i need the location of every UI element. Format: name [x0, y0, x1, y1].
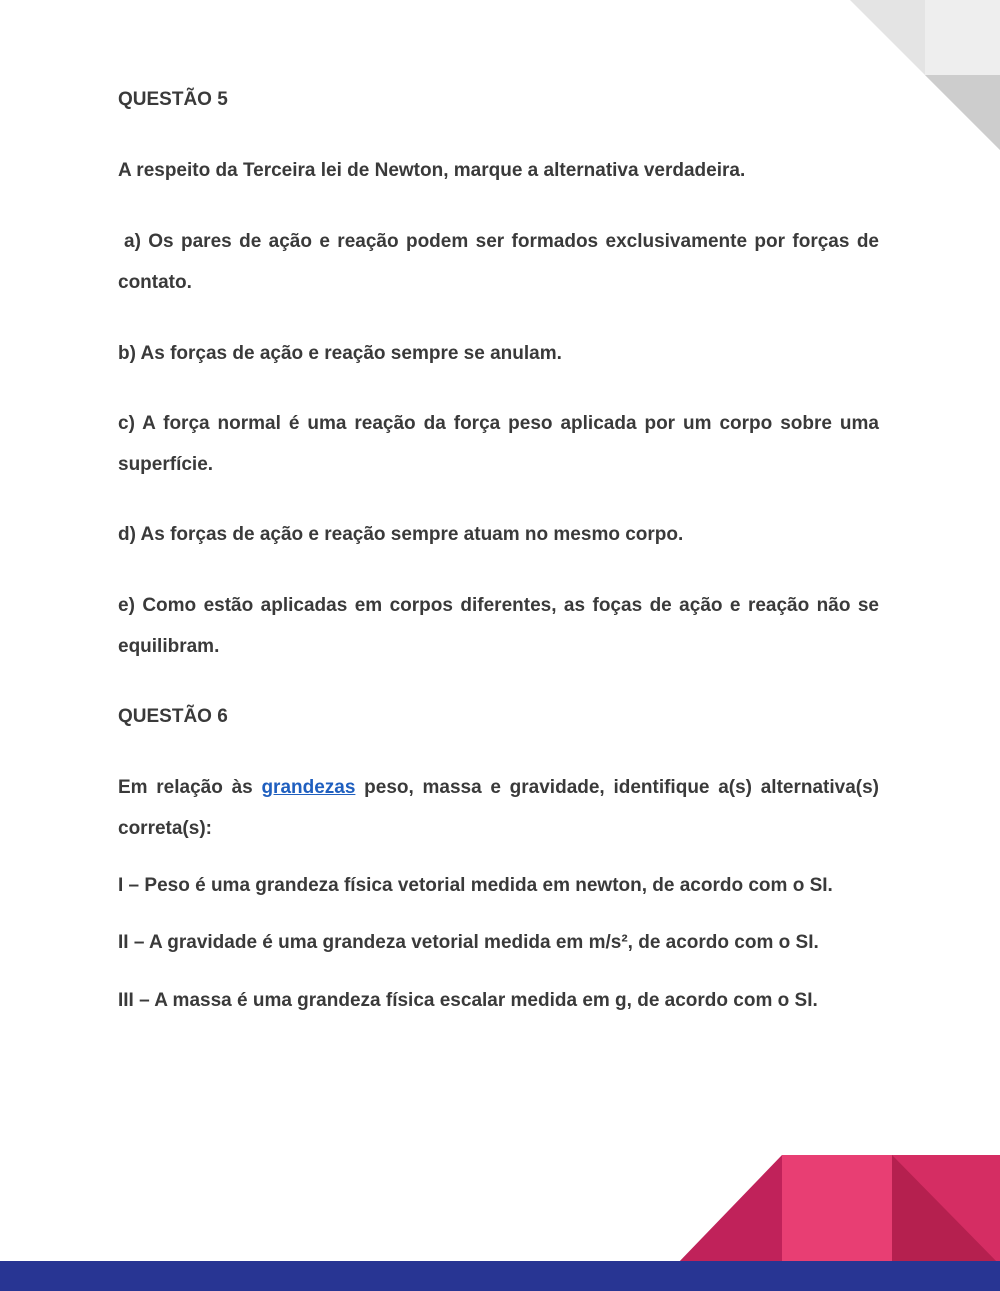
- top-corner-decoration: [850, 0, 1000, 150]
- question-5-option-a: a) Os pares de ação e reação podem ser formados exclusivamente por forças de contato.: [118, 231, 879, 293]
- grandezas-link[interactable]: grandezas: [261, 777, 356, 798]
- question-5-heading: QUESTÃO 5: [118, 89, 228, 110]
- question-5-option-d: d) As forças de ação e reação sempre atuam no mesmo corpo.: [118, 524, 684, 545]
- question-6-statement-2: II – A gravidade é uma grandeza vetorial medida em m/s², de acordo com o SI.: [118, 932, 819, 953]
- footer-bar: [0, 1261, 1000, 1291]
- question-6-prompt-end: peso, massa e gravidade, identifique a(s) alternativa(s) correta(s):: [118, 777, 879, 839]
- bottom-corner-decoration: [676, 1155, 1000, 1265]
- question-6-statement-3: III – A massa é uma grandeza física escalar medida em g, de acordo com o SI.: [118, 990, 818, 1011]
- question-6-prompt-start: Em relação às: [118, 777, 262, 798]
- question-5-option-e: e) Como estão aplicadas em corpos diferentes, as foças de ação e reação não se equilibram.: [118, 595, 879, 657]
- question-6-prompt: [118, 767, 879, 849]
- question-6-statement-1: I – Peso é uma grandeza física vetorial medida em newton, de acordo com o SI.: [118, 875, 833, 896]
- question-5-option-b: b) As forças de ação e reação sempre se anulam.: [118, 343, 562, 364]
- question-6-heading: QUESTÃO 6: [118, 706, 228, 727]
- question-5-prompt: A respeito da Terceira lei de Newton, marque a alternativa verdadeira.: [118, 160, 746, 181]
- question-5-option-c: c) A força normal é uma reação da força peso aplicada por um corpo sobre uma superfície.: [118, 413, 879, 475]
